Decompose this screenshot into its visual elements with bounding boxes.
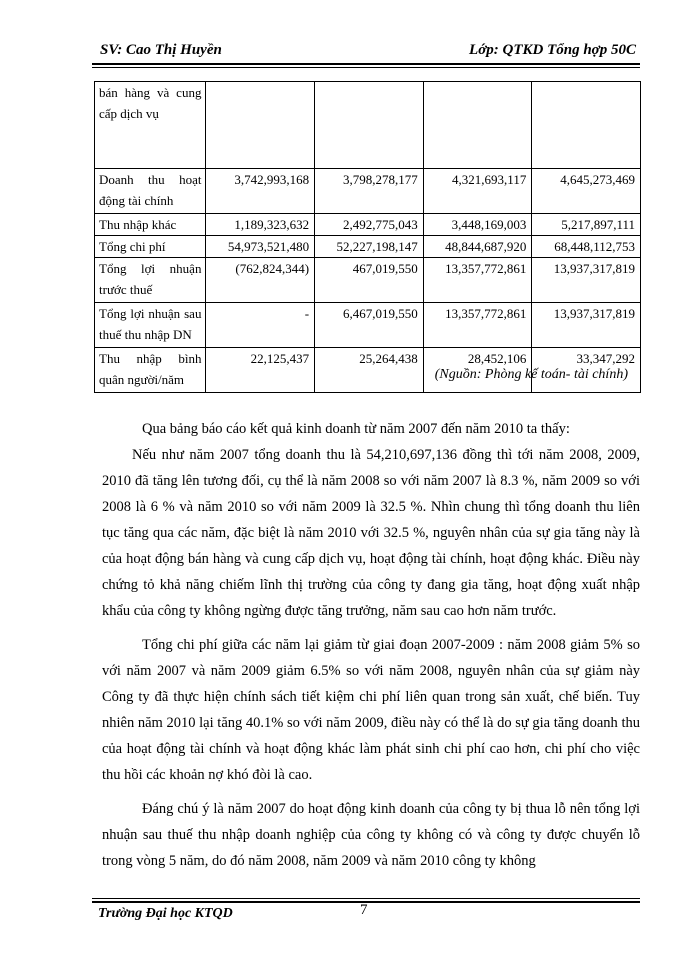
header-author: SV: Cao Thị Huyền <box>100 42 222 58</box>
row-label: Tổng lợi nhuận trước thuế <box>95 258 206 303</box>
cell-value: 4,321,693,117 <box>423 169 532 214</box>
paragraph: Đáng chú ý là năm 2007 do hoạt động kinh doanh của công ty bị thua lỗ nên tổng lợi nhuận sau thuế thu nhập doanh nghiệp của công ty không có và công ty được chuyển lỗ trong vòng 5 năm, do đó năm 2008, năm 2009 và năm 2010 công ty không <box>102 801 640 869</box>
cell-value: 28,452,106 <box>423 348 532 393</box>
cell-value: 25,264,438 <box>315 348 424 393</box>
cell-value <box>423 82 532 169</box>
cell-value: 467,019,550 <box>315 258 424 303</box>
cell-value: 48,844,687,920 <box>423 236 532 258</box>
table-source-note: (Nguồn: Phòng kế toán- tài chính) <box>434 367 628 382</box>
financial-results-table <box>94 81 641 393</box>
cell-value <box>315 82 424 169</box>
table-row <box>95 82 641 169</box>
cell-value: - <box>206 303 315 348</box>
cell-value: 54,973,521,480 <box>206 236 315 258</box>
table-row <box>95 169 641 214</box>
cell-value: 3,742,993,168 <box>206 169 315 214</box>
header-rule-thick <box>92 63 640 65</box>
cell-value: 13,937,317,819 <box>532 258 641 303</box>
cell-value: 3,798,278,177 <box>315 169 424 214</box>
cell-value: 13,937,317,819 <box>532 303 641 348</box>
cell-value: 4,645,273,469 <box>532 169 641 214</box>
cell-value: 13,357,772,861 <box>423 303 532 348</box>
header-class: Lớp: QTKD Tổng hợp 50C <box>469 42 636 58</box>
cell-value: 52,227,198,147 <box>315 236 424 258</box>
paragraph: Nếu như năm 2007 tổng doanh thu là 54,210,697,136 đồng thì tới năm 2008, 2009, 2010 đã tăng lên tương đối, cụ thể là năm 2008 so với năm 2007 là 8.3 %, năm 2009 so với 2008 là 6 % và năm 2010 so với năm 2009 là 32.5 %. Nhìn chung thì tổng doanh thu liên tục tăng qua các năm, đặc biệt là năm 2010 với 32.5 %, nguyên nhân của sự gia tăng này là của hoạt động bán hàng và cung cấp dịch vụ, hoạt động tài chính, hoạt động khác. Điều này chứng tỏ khả năng chiếm lĩnh thị trường của công ty đang gia tăng, hoạt động xuất nhập khẩu của công ty không ngừng được tăng trưởng, năm sau cao hơn năm trước. <box>102 447 640 619</box>
cell-value <box>206 82 315 169</box>
cell-value <box>532 82 641 169</box>
page-number: 7 <box>360 902 368 918</box>
cell-value: 6,467,019,550 <box>315 303 424 348</box>
cell-value: 33,347,292 <box>532 348 641 393</box>
cell-value: (762,824,344) <box>206 258 315 303</box>
cell-value: 68,448,112,753 <box>532 236 641 258</box>
cell-value: 2,492,775,043 <box>315 214 424 236</box>
cell-value: 13,357,772,861 <box>423 258 532 303</box>
table-row <box>95 214 641 236</box>
cell-value: 22,125,437 <box>206 348 315 393</box>
footer-rule-thin <box>92 898 640 899</box>
footer-school: Trường Đại học KTQD <box>98 906 233 921</box>
paragraph: Qua bảng báo cáo kết quả kinh doanh từ năm 2007 đến năm 2010 ta thấy: <box>142 421 570 437</box>
table-row <box>95 236 641 258</box>
body-text <box>102 416 640 874</box>
row-label: Tổng chi phí <box>95 236 206 258</box>
table-row <box>95 258 641 303</box>
row-label: bán hàng và cung cấp dịch vụ <box>95 82 206 169</box>
cell-value: 3,448,169,003 <box>423 214 532 236</box>
cell-value: 1,189,323,632 <box>206 214 315 236</box>
row-label: Tổng lợi nhuận sau thuế thu nhập DN <box>95 303 206 348</box>
row-label: Thu nhập bình quân người/năm <box>95 348 206 393</box>
table-row <box>95 303 641 348</box>
row-label: Thu nhập khác <box>95 214 206 236</box>
cell-value: 5,217,897,111 <box>532 214 641 236</box>
row-label: Doanh thu hoạt động tài chính <box>95 169 206 214</box>
paragraph: Tổng chi phí giữa các năm lại giảm từ giai đoạn 2007-2009 : năm 2008 giảm 5% so với năm 2007 và năm 2009 giảm 6.5% so với năm 2008, nguyên nhân của sự giảm này Công ty đã thực hiện chính sách tiết kiệm chi phí liên quan trong sản xuất, chế biến. Tuy nhiên năm 2010 lại tăng 40.1% so với năm 2009, điều này có thể là do sự gia tăng doanh thu của hoạt động tài chính và hoạt động khác làm phát sinh chi phí cao hơn, chi phí cho việc thu hồi các khoản nợ khó đòi là cao. <box>102 637 640 783</box>
header-rule-thin <box>92 67 640 68</box>
page-header <box>92 40 640 62</box>
